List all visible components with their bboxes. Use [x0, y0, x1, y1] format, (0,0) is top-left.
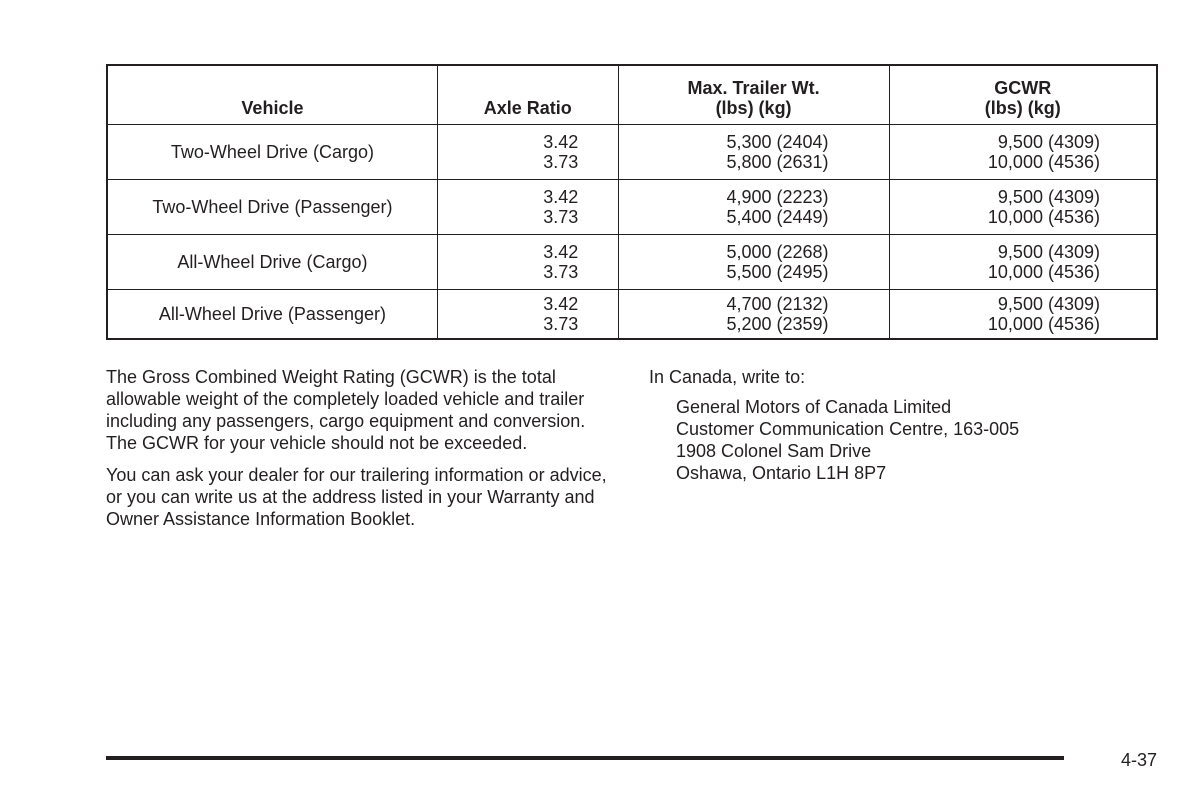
header-gcwr: GCWR (lbs) (kg) [889, 65, 1157, 125]
header-vehicle: Vehicle [107, 65, 437, 125]
address-line: Oshawa, Ontario L1H 8P7 [676, 463, 887, 483]
gcwr-cell: 9,500 (4309) 10,000 (4536) [889, 290, 1157, 340]
max-trailer-cell: 4,700 (2132) 5,200 (2359) [618, 290, 889, 340]
max-trailer-cell: 5,300 (2404) 5,800 (2631) [618, 125, 889, 180]
axle-ratio-cell: 3.42 3.73 [437, 180, 618, 235]
axle-ratio-cell: 3.42 3.73 [437, 125, 618, 180]
gcwr-cell: 9,500 (4309) 10,000 (4536) [889, 180, 1157, 235]
table-row [107, 235, 1157, 290]
table-row [107, 125, 1157, 180]
header-max-trailer-weight: Max. Trailer Wt. (lbs) (kg) [618, 65, 889, 125]
canada-intro: In Canada, write to: [649, 367, 806, 387]
max-trailer-cell: 5,000 (2268) 5,500 (2495) [618, 235, 889, 290]
axle-ratio-cell: 3.42 3.73 [437, 235, 618, 290]
page-number: 4-37 [1120, 750, 1157, 770]
axle-ratio-cell: 3.42 3.73 [437, 290, 618, 340]
mailing-address [676, 396, 1149, 484]
gcwr-cell: 9,500 (4309) 10,000 (4536) [889, 235, 1157, 290]
left-text-column [106, 366, 616, 540]
vehicle-cell: Two-Wheel Drive (Passenger) [107, 180, 437, 235]
vehicle-cell: Two-Wheel Drive (Cargo) [107, 125, 437, 180]
header-axle-ratio: Axle Ratio [437, 65, 618, 125]
footer-divider [106, 756, 1064, 760]
table-row [107, 180, 1157, 235]
trailer-weight-table [106, 64, 1158, 340]
table-header-row [107, 65, 1157, 125]
max-trailer-cell: 4,900 (2223) 5,400 (2449) [618, 180, 889, 235]
vehicle-cell: All-Wheel Drive (Passenger) [107, 290, 437, 340]
address-line: General Motors of Canada Limited [676, 397, 952, 417]
dealer-advice-paragraph: You can ask your dealer for our trailering information or advice, or you can write us at the address listed in your Warranty and Owner Assistance Information Booklet. [106, 465, 607, 529]
table-row [107, 290, 1157, 340]
address-line: Customer Communication Centre, 163-005 [676, 419, 1020, 439]
right-text-column [649, 366, 1149, 484]
gcwr-cell: 9,500 (4309) 10,000 (4536) [889, 125, 1157, 180]
vehicle-cell: All-Wheel Drive (Cargo) [107, 235, 437, 290]
address-line: 1908 Colonel Sam Drive [676, 441, 872, 461]
gcwr-definition-paragraph: The Gross Combined Weight Rating (GCWR) is the total allowable weight of the completely loaded vehicle and trailer including any passengers, cargo equipment and conversion. The GCWR for your vehicle should not be exceeded. [106, 367, 586, 453]
